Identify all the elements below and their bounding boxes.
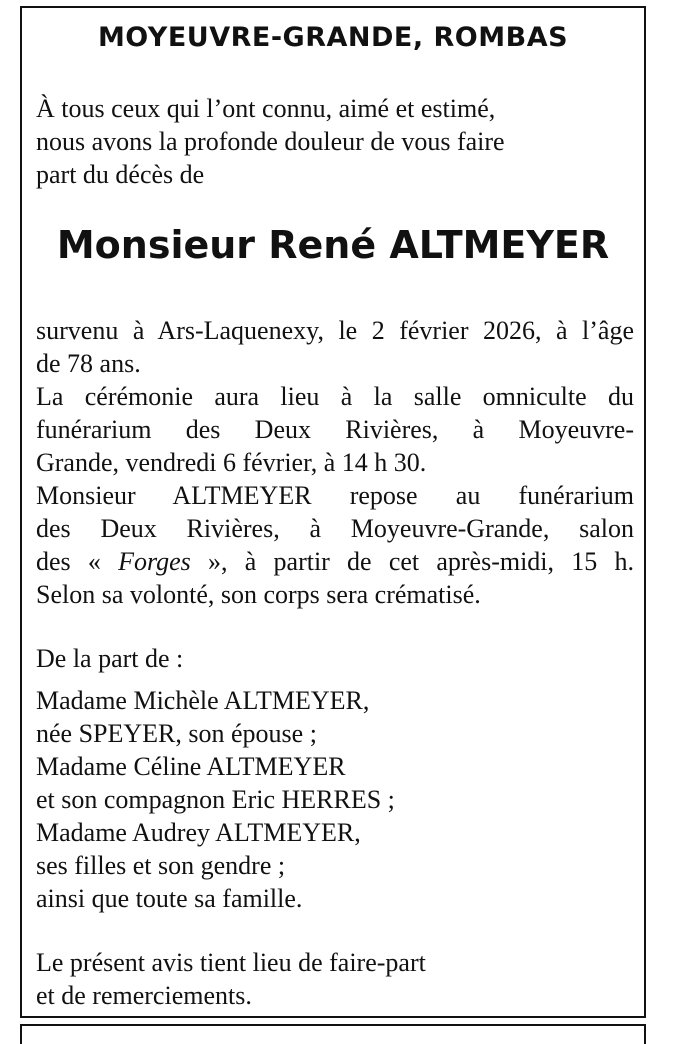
details-text (36, 314, 634, 611)
family-line: ses filles et son gendre ; (36, 851, 286, 880)
details-line: funérarium des Deux Rivières, à Moyeuvre- (36, 415, 634, 444)
from-label (36, 642, 634, 675)
family-line: et son compagnon Eric HERRES ; (36, 785, 395, 814)
salon-name: Forges (118, 547, 191, 576)
salon-line-after: », à partir de cet après-midi, 15 h. (190, 547, 634, 576)
closing-line: Le présent avis tient lieu de faire-part (36, 948, 426, 977)
details-line: survenu à Ars-Laquenexy, le 2 février 2026, à l’âge (36, 316, 634, 345)
details-line: des Deux Rivières, à Moyeuvre-Grande, salon (36, 514, 634, 543)
intro-line: nous avons la profonde douleur de vous faire (36, 127, 505, 156)
intro-text (36, 92, 634, 191)
family-line: ainsi que toute sa famille. (36, 884, 303, 913)
location-header: MOYEUVRE-GRANDE, ROMBAS (97, 22, 569, 53)
intro-line: À tous ceux qui l’ont connu, aimé et estimé, (36, 94, 496, 123)
next-notice-border (20, 1024, 646, 1044)
family-line: Madame Céline ALTMEYER (36, 752, 346, 781)
obituary-notice (20, 6, 646, 1018)
family-list (36, 684, 634, 915)
intro-line: part du décès de (36, 160, 205, 189)
details-line: Monsieur ALTMEYER repose au funérarium (36, 481, 634, 510)
family-line: Madame Michèle ALTMEYER, (36, 686, 370, 715)
details-line: Grande, vendredi 6 février, à 14 h 30. (36, 448, 427, 477)
salon-line (36, 545, 634, 578)
details-line: La cérémonie aura lieu à la salle omniculte du (36, 382, 634, 411)
closing-line: et de remerciements. (36, 981, 252, 1010)
family-line: Madame Audrey ALTMEYER, (36, 818, 361, 847)
wish-line: Selon sa volonté, son corps sera crématisé. (36, 580, 481, 609)
salon-line-before: des « (36, 547, 119, 576)
from-label-text: De la part de : (36, 644, 184, 673)
family-line: née SPEYER, son épouse ; (36, 719, 317, 748)
closing-text (36, 946, 634, 1012)
details-line: de 78 ans. (36, 349, 141, 378)
deceased-name: Monsieur René ALTMEYER (56, 223, 610, 267)
